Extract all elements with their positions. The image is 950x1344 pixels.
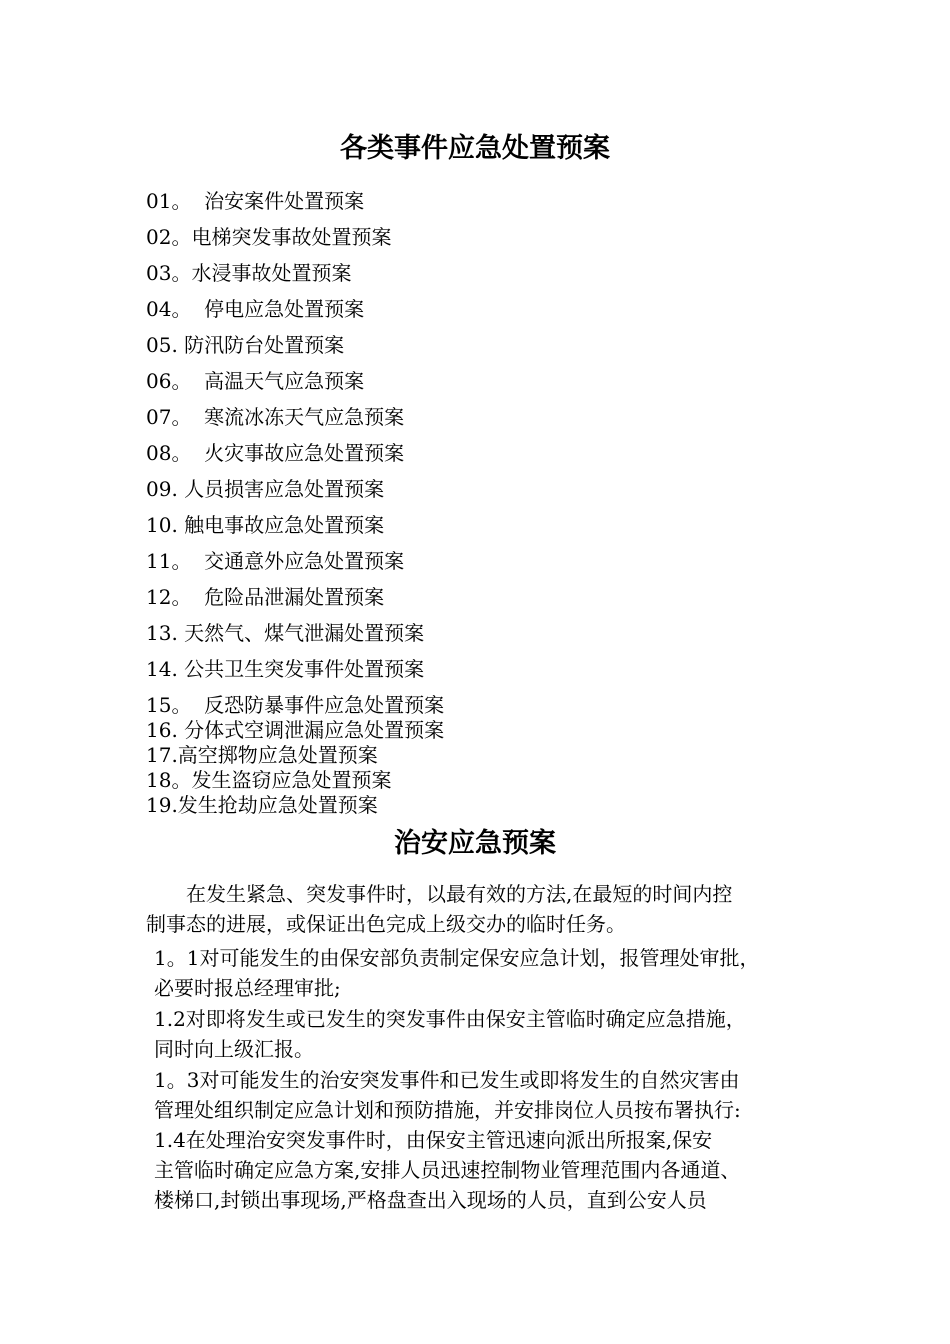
toc-item: 02。电梯突发事故处置预案: [146, 225, 392, 249]
toc-item: 03。水浸事故处置预案: [146, 261, 352, 285]
body-line: 1。1对可能发生的由保安部负责制定保安应急计划，报管理处审批，: [154, 946, 760, 970]
toc-item: 16. 分体式空调泄漏应急处置预案: [146, 718, 445, 742]
section-title: 治安应急预案: [394, 828, 556, 859]
toc-item: 19.发生抢劫应急处置预案: [146, 793, 378, 817]
body-line: 主管临时确定应急方案,安排人员迅速控制物业管理范围内各通道、: [154, 1158, 741, 1182]
document-title: 各类事件应急处置预案: [340, 133, 610, 164]
toc-item: 14. 公共卫生突发事件处置预案: [146, 657, 425, 681]
toc-item: 05. 防汛防台处置预案: [146, 333, 345, 357]
body-line: 在发生紧急、突发事件时，以最有效的方法,在最短的时间内控: [186, 882, 733, 906]
body-line: 1.2对即将发生或已发生的突发事件由保安主管临时确定应急措施，: [154, 1007, 746, 1031]
toc-item: 15。 反恐防暴事件应急处置预案: [146, 693, 445, 717]
body-line: 同时向上级汇报。: [154, 1037, 314, 1061]
toc-item: 01。 治安案件处置预案: [146, 189, 365, 213]
toc-item: 10. 触电事故应急处置预案: [146, 513, 385, 537]
toc-item: 06。 高温天气应急预案: [146, 369, 365, 393]
body-line: 1。3对可能发生的治安突发事件和已发生或即将发生的自然灾害由: [154, 1068, 740, 1092]
body-line: 管理处组织制定应急计划和预防措施，并安排岗位人员按布署执行:: [154, 1098, 741, 1122]
toc-item: 09. 人员损害应急处置预案: [146, 477, 385, 501]
toc-item: 12。 危险品泄漏处置预案: [146, 585, 385, 609]
body-line: 必要时报总经理审批;: [154, 976, 341, 1000]
toc-item: 11。 交通意外应急处置预案: [146, 549, 405, 573]
body-line: 1.4在处理治安突发事件时，由保安主管迅速向派出所报案,保安: [154, 1128, 713, 1152]
toc-item: 07。 寒流冰冻天气应急预案: [146, 405, 405, 429]
toc-item: 08。 火灾事故应急处置预案: [146, 441, 405, 465]
toc-item: 18。发生盗窃应急处置预案: [146, 768, 392, 792]
toc-item: 04。 停电应急处置预案: [146, 297, 365, 321]
body-line: 楼梯口,封锁出事现场,严格盘查出入现场的人员，直到公安人员: [154, 1188, 707, 1212]
toc-item: 13. 天然气、煤气泄漏处置预案: [146, 621, 425, 645]
toc-item: 17.高空掷物应急处置预案: [146, 743, 378, 767]
body-line: 制事态的进展，或保证出色完成上级交办的临时任务。: [146, 912, 626, 936]
